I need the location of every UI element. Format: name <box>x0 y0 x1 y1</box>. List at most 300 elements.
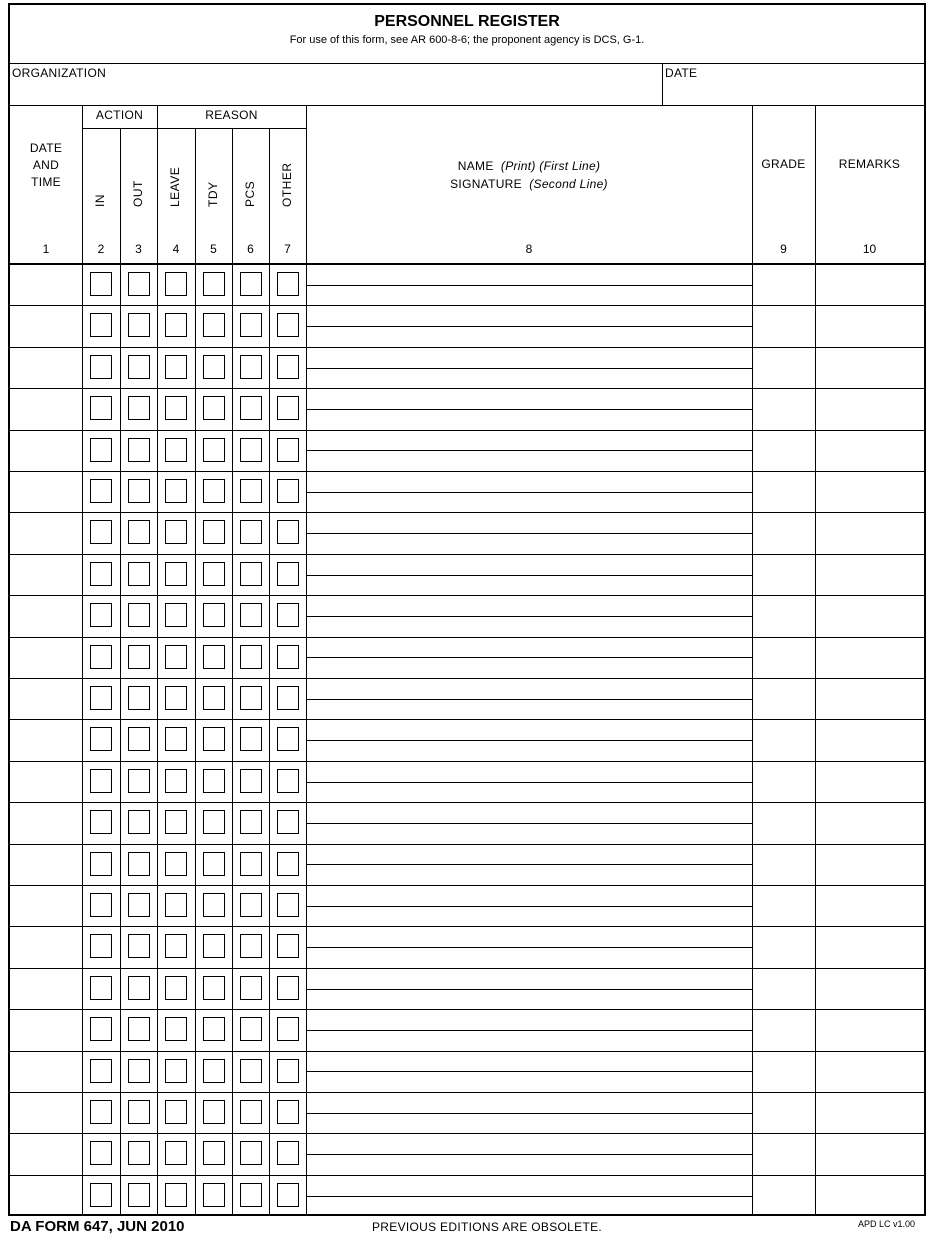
name-field[interactable] <box>308 555 750 574</box>
grade-field[interactable] <box>753 886 814 925</box>
signature-field[interactable] <box>308 617 750 636</box>
form-subtitle: For use of this form, see AR 600-8-6; the proponent agency is DCS, G-1. <box>289 34 645 46</box>
in-checkbox[interactable] <box>90 520 112 544</box>
signature-field[interactable] <box>308 948 750 967</box>
pcs-checkbox[interactable] <box>240 272 262 296</box>
column-divider <box>269 105 270 1214</box>
organization-field[interactable] <box>12 81 657 103</box>
name-field[interactable] <box>308 1093 750 1112</box>
group-divider <box>82 128 306 129</box>
leave-checkbox[interactable] <box>165 893 187 917</box>
grade-field[interactable] <box>753 513 814 552</box>
name-field[interactable] <box>308 306 750 325</box>
signature-field[interactable] <box>308 865 750 884</box>
name-field[interactable] <box>308 886 750 905</box>
name-hint: (Print) (First Line) <box>500 159 601 173</box>
leave-label: LEAVE <box>168 166 182 207</box>
in-checkbox[interactable] <box>90 686 112 710</box>
other-checkbox[interactable] <box>277 520 299 544</box>
tdy-checkbox[interactable] <box>203 313 225 337</box>
tdy-checkbox[interactable] <box>203 645 225 669</box>
tdy-checkbox[interactable] <box>203 810 225 834</box>
other-checkbox[interactable] <box>277 976 299 1000</box>
out-checkbox[interactable] <box>128 479 150 503</box>
grade-field[interactable] <box>753 803 814 842</box>
remarks-field[interactable] <box>816 886 923 925</box>
remarks-field[interactable] <box>816 845 923 884</box>
in-checkbox[interactable] <box>90 396 112 420</box>
pcs-checkbox[interactable] <box>240 355 262 379</box>
out-checkbox[interactable] <box>128 355 150 379</box>
out-checkbox[interactable] <box>128 893 150 917</box>
date-time-cell[interactable] <box>11 306 81 345</box>
date-time-cell[interactable] <box>11 596 81 635</box>
in-checkbox[interactable] <box>90 1017 112 1041</box>
grade-field[interactable] <box>753 1093 814 1132</box>
pcs-checkbox[interactable] <box>240 769 262 793</box>
name-field[interactable] <box>308 927 750 946</box>
pcs-label: PCS <box>242 180 257 207</box>
date-time-cell[interactable] <box>11 555 81 594</box>
date-time-cell[interactable] <box>11 927 81 966</box>
grade-field[interactable] <box>753 638 814 677</box>
date-time-cell[interactable] <box>11 679 81 718</box>
date-time-cell[interactable] <box>11 762 81 801</box>
pcs-checkbox[interactable] <box>240 1141 262 1165</box>
other-checkbox[interactable] <box>277 769 299 793</box>
out-checkbox[interactable] <box>128 603 150 627</box>
leave-checkbox[interactable] <box>165 479 187 503</box>
grade-field[interactable] <box>753 927 814 966</box>
out-checkbox[interactable] <box>128 272 150 296</box>
grade-field[interactable] <box>753 306 814 345</box>
name-field[interactable] <box>308 1010 750 1029</box>
date-time-cell[interactable] <box>11 1134 81 1173</box>
date-time-line3: TIME <box>31 175 61 189</box>
in-checkbox[interactable] <box>90 976 112 1000</box>
signature-field[interactable] <box>308 286 750 305</box>
pcs-checkbox[interactable] <box>240 1100 262 1124</box>
tdy-checkbox[interactable] <box>203 603 225 627</box>
signature-field[interactable] <box>308 1114 750 1133</box>
org-divider <box>10 105 924 106</box>
pcs-checkbox[interactable] <box>240 976 262 1000</box>
in-checkbox[interactable] <box>90 1183 112 1207</box>
remarks-field[interactable] <box>816 1010 923 1049</box>
out-checkbox[interactable] <box>128 1100 150 1124</box>
in-checkbox[interactable] <box>90 313 112 337</box>
pcs-checkbox[interactable] <box>240 852 262 876</box>
in-label: IN <box>93 194 107 207</box>
other-checkbox[interactable] <box>277 686 299 710</box>
personnel-register-form <box>8 3 926 1216</box>
signature-field[interactable] <box>308 1155 750 1174</box>
remarks-field[interactable] <box>816 596 923 635</box>
leave-checkbox[interactable] <box>165 686 187 710</box>
column-divider <box>306 105 307 1214</box>
date-time-cell[interactable] <box>11 638 81 677</box>
in-checkbox[interactable] <box>90 438 112 462</box>
name-field[interactable] <box>308 762 750 781</box>
column-divider <box>232 105 233 1214</box>
signature-field[interactable] <box>308 824 750 843</box>
tdy-checkbox[interactable] <box>203 562 225 586</box>
grade-field[interactable] <box>753 431 814 470</box>
other-checkbox[interactable] <box>277 272 299 296</box>
reason-group-label: REASON <box>205 108 258 122</box>
signature-field[interactable] <box>308 327 750 346</box>
date-time-cell[interactable] <box>11 1010 81 1049</box>
remarks-field[interactable] <box>816 1052 923 1091</box>
in-checkbox[interactable] <box>90 645 112 669</box>
leave-checkbox[interactable] <box>165 1141 187 1165</box>
leave-checkbox[interactable] <box>165 976 187 1000</box>
leave-checkbox[interactable] <box>165 313 187 337</box>
out-checkbox[interactable] <box>128 769 150 793</box>
remarks-field[interactable] <box>816 265 923 304</box>
leave-checkbox[interactable] <box>165 1059 187 1083</box>
date-time-cell[interactable] <box>11 803 81 842</box>
in-checkbox[interactable] <box>90 810 112 834</box>
grade-field[interactable] <box>753 679 814 718</box>
in-checkbox[interactable] <box>90 355 112 379</box>
leave-checkbox[interactable] <box>165 1183 187 1207</box>
column-number: 9 <box>780 242 787 256</box>
name-field[interactable] <box>308 389 750 408</box>
signature-field[interactable] <box>308 907 750 926</box>
date-time-cell[interactable] <box>11 1052 81 1091</box>
name-field[interactable] <box>308 348 750 367</box>
in-checkbox[interactable] <box>90 272 112 296</box>
pcs-checkbox[interactable] <box>240 893 262 917</box>
tdy-checkbox[interactable] <box>203 1183 225 1207</box>
signature-heading <box>306 177 752 191</box>
remarks-field[interactable] <box>816 927 923 966</box>
name-field[interactable] <box>308 265 750 284</box>
remarks-field[interactable] <box>816 679 923 718</box>
out-checkbox[interactable] <box>128 645 150 669</box>
pcs-checkbox[interactable] <box>240 810 262 834</box>
column-number: 5 <box>210 242 217 256</box>
form-id: DA FORM 647, JUN 2010 <box>10 1218 185 1235</box>
date-time-cell[interactable] <box>11 513 81 552</box>
in-checkbox[interactable] <box>90 562 112 586</box>
name-field[interactable] <box>308 1134 750 1153</box>
leave-checkbox[interactable] <box>165 934 187 958</box>
pcs-checkbox[interactable] <box>240 520 262 544</box>
tdy-checkbox[interactable] <box>203 1017 225 1041</box>
remarks-heading: REMARKS <box>838 157 901 171</box>
column-number: 7 <box>284 242 291 256</box>
other-checkbox[interactable] <box>277 479 299 503</box>
date-time-cell[interactable] <box>11 265 81 304</box>
out-label: OUT <box>130 180 145 207</box>
grade-field[interactable] <box>753 969 814 1008</box>
in-checkbox[interactable] <box>90 727 112 751</box>
grade-field[interactable] <box>753 762 814 801</box>
grade-field[interactable] <box>753 472 814 511</box>
grade-field[interactable] <box>753 720 814 759</box>
tdy-checkbox[interactable] <box>203 1059 225 1083</box>
tdy-checkbox[interactable] <box>203 934 225 958</box>
remarks-field[interactable] <box>816 1093 923 1132</box>
out-checkbox[interactable] <box>128 686 150 710</box>
organization-label: ORGANIZATION <box>12 66 107 80</box>
other-checkbox[interactable] <box>277 603 299 627</box>
tdy-checkbox[interactable] <box>203 396 225 420</box>
signature-field[interactable] <box>308 369 750 388</box>
obsolete-notice: PREVIOUS EDITIONS ARE OBSOLETE. <box>372 1220 603 1234</box>
leave-checkbox[interactable] <box>165 1017 187 1041</box>
pcs-checkbox[interactable] <box>240 562 262 586</box>
signature-field[interactable] <box>308 451 750 470</box>
signature-field[interactable] <box>308 658 750 677</box>
signature-field[interactable] <box>308 783 750 802</box>
pcs-checkbox[interactable] <box>240 313 262 337</box>
column-number: 1 <box>42 242 50 256</box>
remarks-field[interactable] <box>816 1176 923 1215</box>
date-time-cell[interactable] <box>11 348 81 387</box>
tdy-checkbox[interactable] <box>203 852 225 876</box>
out-checkbox[interactable] <box>128 1183 150 1207</box>
other-checkbox[interactable] <box>277 562 299 586</box>
remarks-field[interactable] <box>816 762 923 801</box>
grade-field[interactable] <box>753 555 814 594</box>
name-label: NAME <box>457 159 494 173</box>
signature-field[interactable] <box>308 741 750 760</box>
other-checkbox[interactable] <box>277 645 299 669</box>
signature-field[interactable] <box>308 576 750 595</box>
in-checkbox[interactable] <box>90 934 112 958</box>
signature-field[interactable] <box>308 990 750 1009</box>
pcs-checkbox[interactable] <box>240 934 262 958</box>
column-number: 3 <box>135 242 142 256</box>
name-field[interactable] <box>308 638 750 657</box>
other-checkbox[interactable] <box>277 810 299 834</box>
date-label: DATE <box>665 66 698 80</box>
date-time-cell[interactable] <box>11 845 81 884</box>
other-checkbox[interactable] <box>277 438 299 462</box>
out-checkbox[interactable] <box>128 438 150 462</box>
leave-checkbox[interactable] <box>165 769 187 793</box>
tdy-checkbox[interactable] <box>203 438 225 462</box>
leave-checkbox[interactable] <box>165 645 187 669</box>
out-checkbox[interactable] <box>128 976 150 1000</box>
date-time-cell[interactable] <box>11 472 81 511</box>
column-divider <box>195 105 196 1214</box>
date-time-cell[interactable] <box>11 431 81 470</box>
out-checkbox[interactable] <box>128 852 150 876</box>
column-number: 10 <box>862 242 877 256</box>
leave-checkbox[interactable] <box>165 1100 187 1124</box>
date-field[interactable] <box>665 81 920 103</box>
pcs-checkbox[interactable] <box>240 1183 262 1207</box>
out-checkbox[interactable] <box>128 1017 150 1041</box>
pcs-checkbox[interactable] <box>240 603 262 627</box>
leave-checkbox[interactable] <box>165 810 187 834</box>
pcs-checkbox[interactable] <box>240 727 262 751</box>
remarks-field[interactable] <box>816 306 923 345</box>
column-number: 8 <box>525 242 533 256</box>
grade-field[interactable] <box>753 845 814 884</box>
grade-field[interactable] <box>753 1052 814 1091</box>
out-checkbox[interactable] <box>128 396 150 420</box>
leave-checkbox[interactable] <box>165 852 187 876</box>
name-field[interactable] <box>308 472 750 491</box>
other-checkbox[interactable] <box>277 852 299 876</box>
date-time-cell[interactable] <box>11 720 81 759</box>
grade-field[interactable] <box>753 389 814 428</box>
signature-field[interactable] <box>308 1197 750 1216</box>
org-date-divider <box>662 63 663 105</box>
tdy-checkbox[interactable] <box>203 976 225 1000</box>
form-title: PERSONNEL REGISTER <box>374 13 560 30</box>
grade-heading: GRADE <box>761 157 806 171</box>
in-checkbox[interactable] <box>90 852 112 876</box>
in-checkbox[interactable] <box>90 1100 112 1124</box>
form-version: APD LC v1.00 <box>858 1219 916 1229</box>
other-checkbox[interactable] <box>277 1100 299 1124</box>
leave-checkbox[interactable] <box>165 520 187 544</box>
tdy-checkbox[interactable] <box>203 1100 225 1124</box>
grade-field[interactable] <box>753 348 814 387</box>
leave-checkbox[interactable] <box>165 603 187 627</box>
name-field[interactable] <box>308 969 750 988</box>
tdy-checkbox[interactable] <box>203 355 225 379</box>
pcs-checkbox[interactable] <box>240 1059 262 1083</box>
leave-checkbox[interactable] <box>165 727 187 751</box>
name-field[interactable] <box>308 1176 750 1195</box>
remarks-field[interactable] <box>816 472 923 511</box>
other-checkbox[interactable] <box>277 313 299 337</box>
other-checkbox[interactable] <box>277 1183 299 1207</box>
grade-field[interactable] <box>753 265 814 304</box>
name-field[interactable] <box>308 431 750 450</box>
pcs-checkbox[interactable] <box>240 479 262 503</box>
out-checkbox[interactable] <box>128 810 150 834</box>
tdy-checkbox[interactable] <box>203 520 225 544</box>
signature-field[interactable] <box>308 534 750 553</box>
date-time-cell[interactable] <box>11 886 81 925</box>
signature-field[interactable] <box>308 493 750 512</box>
name-field[interactable] <box>308 845 750 864</box>
grade-field[interactable] <box>753 1134 814 1173</box>
grade-field[interactable] <box>753 596 814 635</box>
remarks-field[interactable] <box>816 389 923 428</box>
out-checkbox[interactable] <box>128 520 150 544</box>
in-checkbox[interactable] <box>90 893 112 917</box>
column-divider <box>157 105 158 1214</box>
tdy-checkbox[interactable] <box>203 479 225 503</box>
out-checkbox[interactable] <box>128 1141 150 1165</box>
name-field[interactable] <box>308 1052 750 1071</box>
remarks-field[interactable] <box>816 555 923 594</box>
other-checkbox[interactable] <box>277 934 299 958</box>
remarks-field[interactable] <box>816 348 923 387</box>
remarks-field[interactable] <box>816 720 923 759</box>
leave-checkbox[interactable] <box>165 272 187 296</box>
column-number: 2 <box>97 242 105 256</box>
column-number: 6 <box>247 242 254 256</box>
tdy-label: TDY <box>205 181 220 207</box>
other-checkbox[interactable] <box>277 1017 299 1041</box>
tdy-checkbox[interactable] <box>203 893 225 917</box>
leave-checkbox[interactable] <box>165 562 187 586</box>
in-checkbox[interactable] <box>90 479 112 503</box>
signature-field[interactable] <box>308 1072 750 1091</box>
name-field[interactable] <box>308 679 750 698</box>
pcs-checkbox[interactable] <box>240 438 262 462</box>
date-time-cell[interactable] <box>11 1176 81 1215</box>
out-checkbox[interactable] <box>128 562 150 586</box>
out-checkbox[interactable] <box>128 934 150 958</box>
remarks-field[interactable] <box>816 803 923 842</box>
other-checkbox[interactable] <box>277 893 299 917</box>
out-checkbox[interactable] <box>128 313 150 337</box>
signature-field[interactable] <box>308 700 750 719</box>
action-group-label: ACTION <box>95 108 144 122</box>
other-checkbox[interactable] <box>277 355 299 379</box>
date-time-cell[interactable] <box>11 969 81 1008</box>
name-heading <box>306 159 752 173</box>
date-time-line1: DATE <box>29 141 63 155</box>
other-checkbox[interactable] <box>277 727 299 751</box>
remarks-field[interactable] <box>816 1134 923 1173</box>
signature-field[interactable] <box>308 1031 750 1050</box>
pcs-checkbox[interactable] <box>240 1017 262 1041</box>
tdy-checkbox[interactable] <box>203 727 225 751</box>
pcs-checkbox[interactable] <box>240 686 262 710</box>
tdy-checkbox[interactable] <box>203 769 225 793</box>
other-checkbox[interactable] <box>277 1141 299 1165</box>
signature-field[interactable] <box>308 410 750 429</box>
remarks-field[interactable] <box>816 513 923 552</box>
tdy-checkbox[interactable] <box>203 1141 225 1165</box>
title-divider <box>10 63 924 64</box>
grade-field[interactable] <box>753 1176 814 1215</box>
remarks-field[interactable] <box>816 431 923 470</box>
out-checkbox[interactable] <box>128 727 150 751</box>
signature-hint: (Second Line) <box>529 177 608 191</box>
leave-checkbox[interactable] <box>165 396 187 420</box>
tdy-checkbox[interactable] <box>203 686 225 710</box>
other-checkbox[interactable] <box>277 396 299 420</box>
in-checkbox[interactable] <box>90 603 112 627</box>
date-time-cell[interactable] <box>11 389 81 428</box>
other-checkbox[interactable] <box>277 1059 299 1083</box>
in-checkbox[interactable] <box>90 769 112 793</box>
in-checkbox[interactable] <box>90 1141 112 1165</box>
in-checkbox[interactable] <box>90 1059 112 1083</box>
name-field[interactable] <box>308 513 750 532</box>
leave-checkbox[interactable] <box>165 355 187 379</box>
name-field[interactable] <box>308 720 750 739</box>
remarks-field[interactable] <box>816 969 923 1008</box>
leave-checkbox[interactable] <box>165 438 187 462</box>
remarks-field[interactable] <box>816 638 923 677</box>
grade-field[interactable] <box>753 1010 814 1049</box>
pcs-checkbox[interactable] <box>240 396 262 420</box>
date-time-cell[interactable] <box>11 1093 81 1132</box>
out-checkbox[interactable] <box>128 1059 150 1083</box>
name-field[interactable] <box>308 803 750 822</box>
name-field[interactable] <box>308 596 750 615</box>
column-number: 4 <box>172 242 180 256</box>
signature-label: SIGNATURE <box>450 177 522 191</box>
tdy-checkbox[interactable] <box>203 272 225 296</box>
pcs-checkbox[interactable] <box>240 645 262 669</box>
other-label: OTHER <box>279 162 294 207</box>
